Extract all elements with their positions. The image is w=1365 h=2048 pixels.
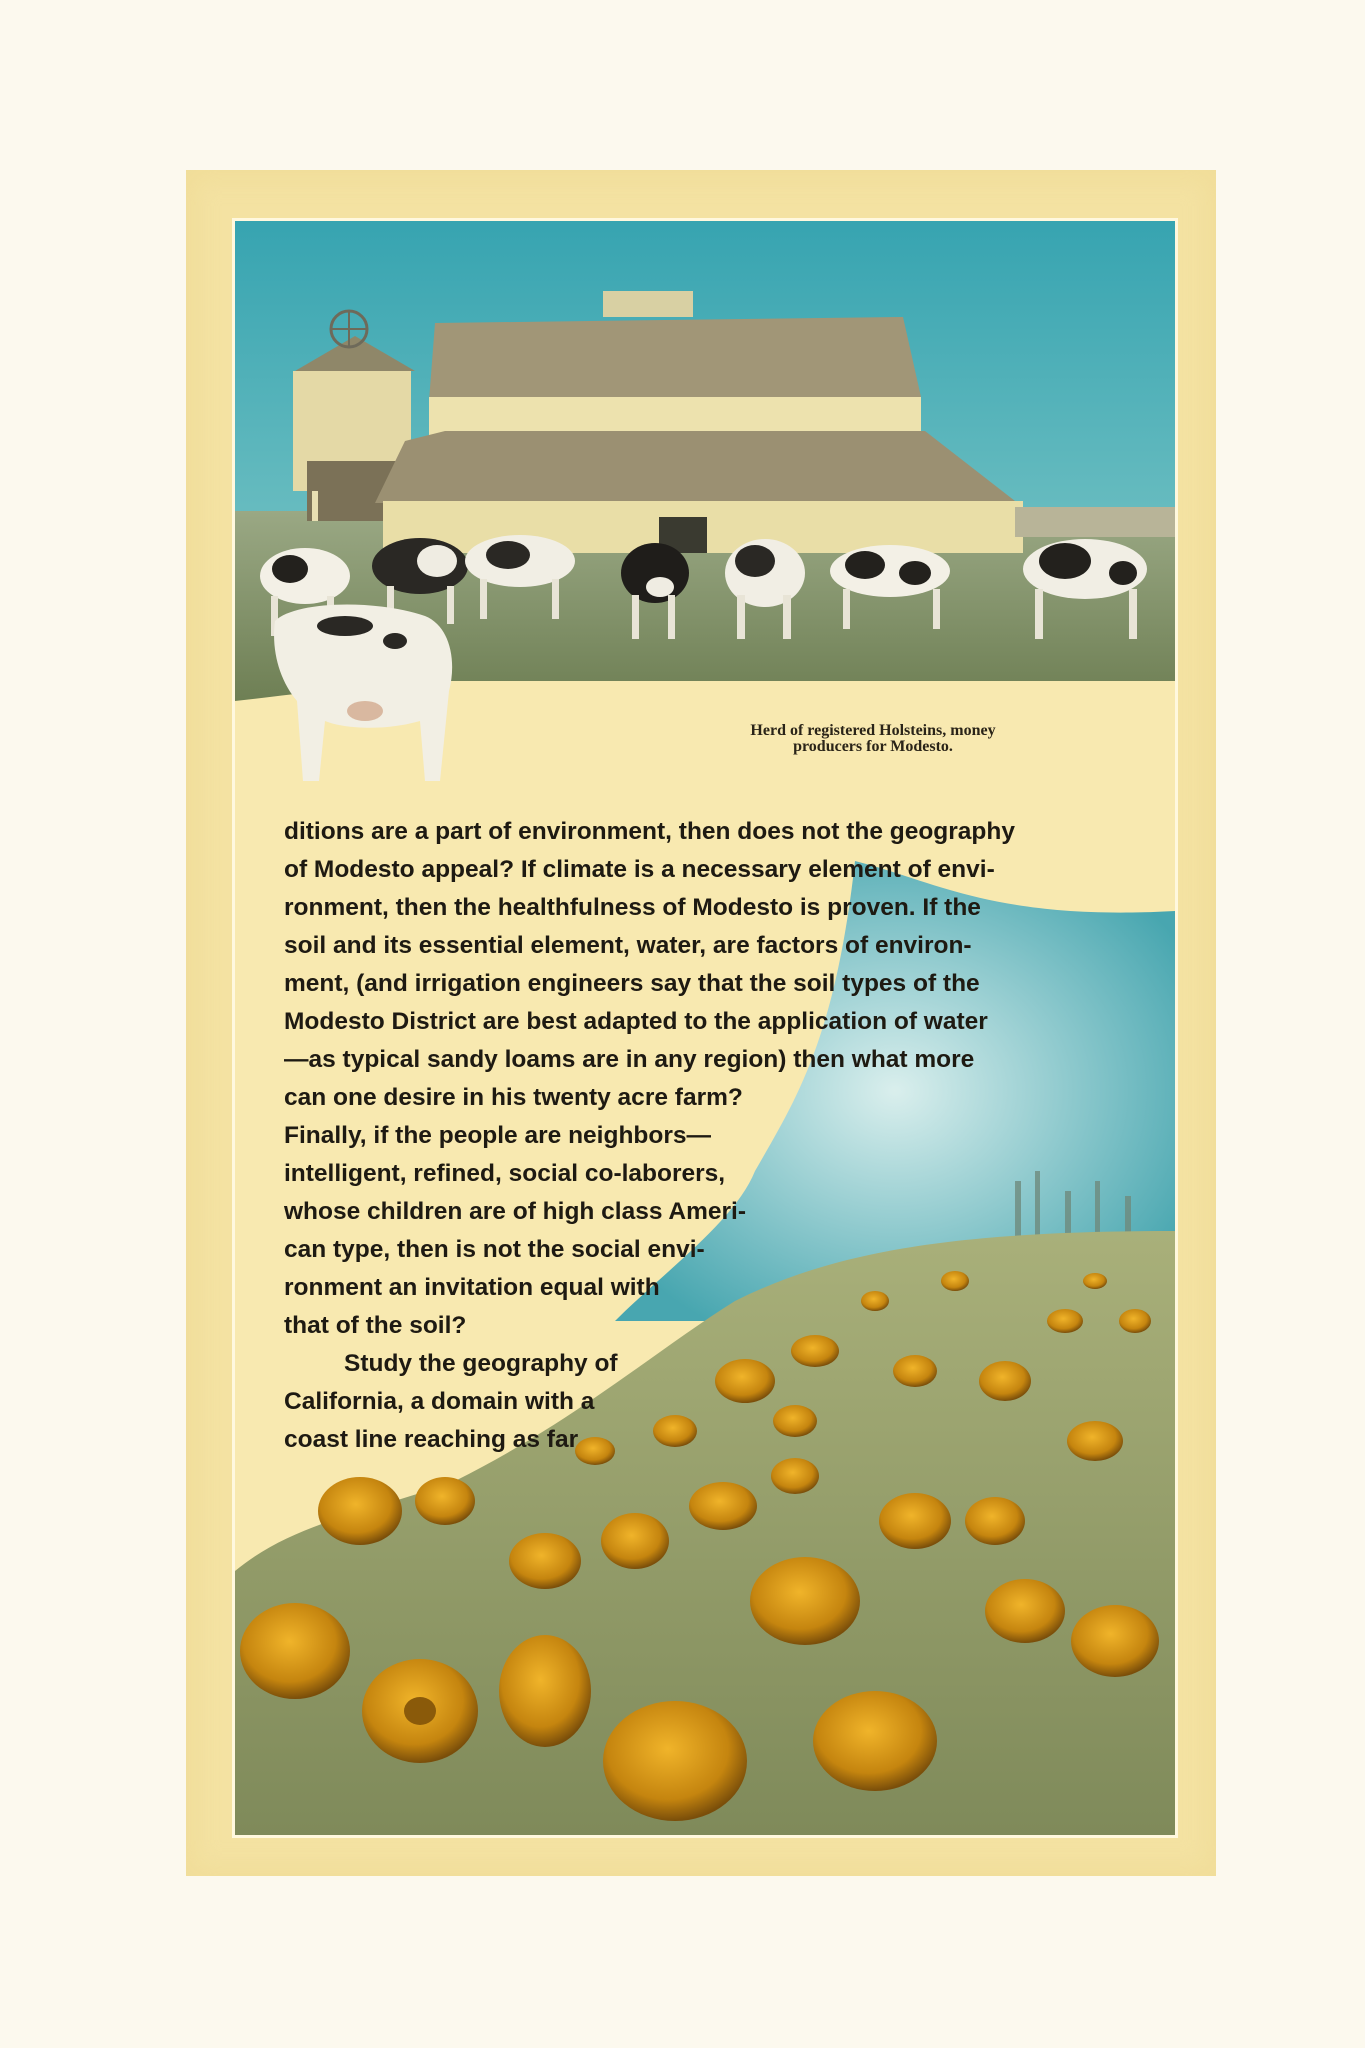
body-line: soil and its essential element, water, are factors of environ- [284,932,972,959]
photo-caption [663,723,1083,755]
body-line: can type, then is not the social envi- [284,1236,705,1263]
body-line: —as typical sandy loams are in any region) then what more [284,1046,975,1073]
body-line: of Modesto appeal? If climate is a necessary element of envi- [284,856,995,883]
caption-line: producers for Modesto. [793,738,953,755]
body-line: intelligent, refined, social co-laborers, [284,1160,726,1187]
body-line: ronment an invitation equal with [284,1274,660,1301]
body-line: ditions are a part of environment, then does not the geography [284,818,1015,845]
body-line: can one desire in his twenty acre farm? [284,1084,743,1111]
body-line: Study the geography of [344,1350,618,1377]
body-line: Finally, if the people are neighbors— [284,1122,712,1149]
body-line: California, a domain with a [284,1388,595,1415]
body-line: that of the soil? [284,1312,467,1339]
fence [1015,507,1175,537]
body-line: ronment, then the healthfulness of Modesto is proven. If the [284,894,981,921]
caption-line: Herd of registered Holsteins, money [750,722,996,739]
body-line: coast line reaching as far [284,1426,579,1453]
herd-photo [235,221,1175,781]
body-line: whose children are of high class Ameri- [284,1198,746,1225]
body-line: Modesto District are best adapted to the application of water [284,1008,988,1035]
foreground-cow [274,605,452,781]
body-line: ment, (and irrigation engineers say that the soil types of the [284,970,980,997]
